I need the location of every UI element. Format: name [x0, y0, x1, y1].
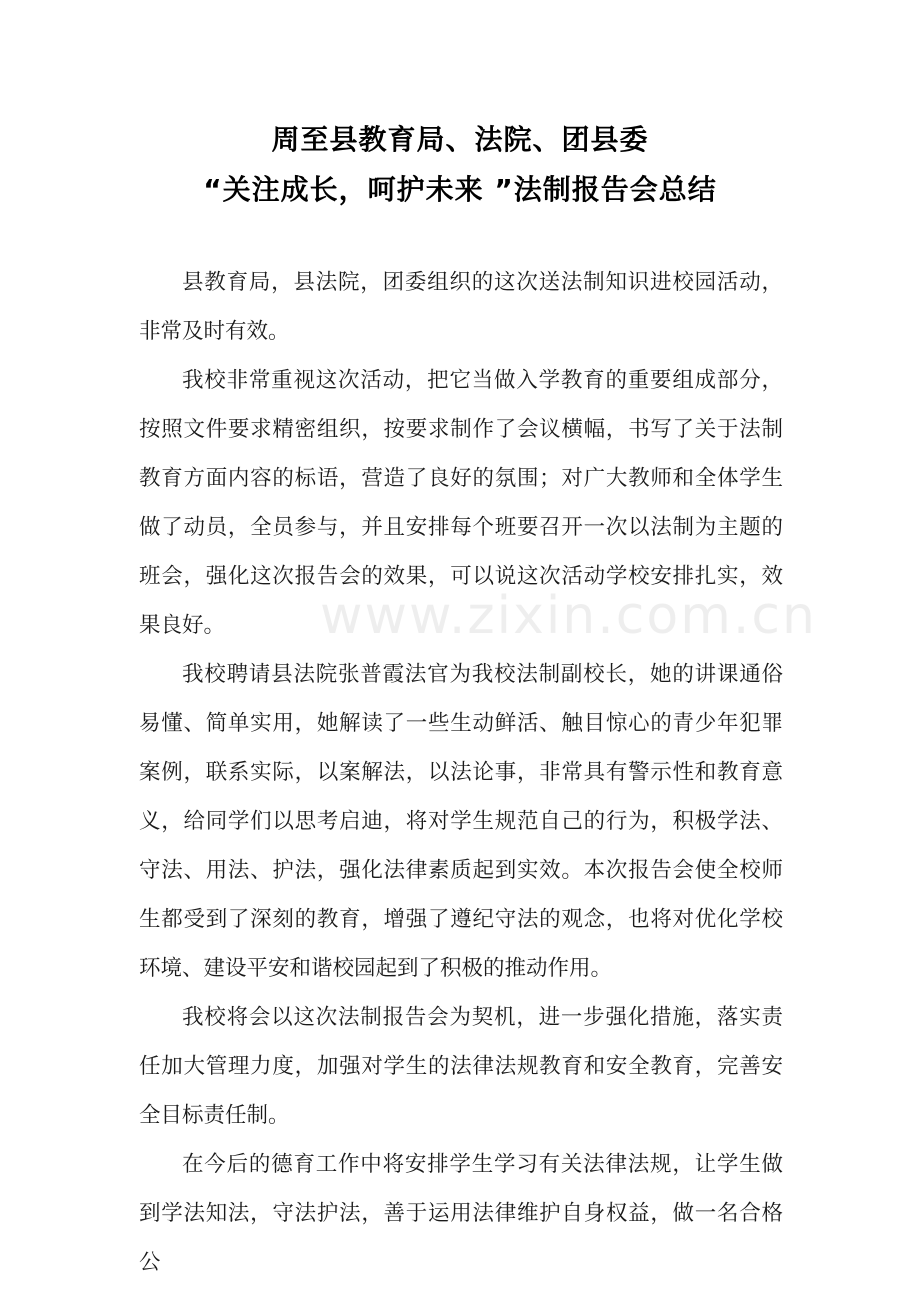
paragraph-4: 我校将会以这次法制报告会为契机，进一步强化措施，落实责任加大管理力度，加强对学生的法律法规教育和安全教育，完善安全目标责任制。 — [139, 1005, 783, 1128]
paragraph-1: 县教育局，县法院，团委组织的这次送法制知识进校园活动，非常及时有效。 — [139, 270, 783, 344]
document-body — [139, 258, 783, 1287]
paragraph-5: 在今后的德育工作中将安排学生学习有关法律法规，让学生做到学法知法，守法护法，善于运用法律维护自身权益，做一名合格公 — [139, 1152, 783, 1275]
watermark: www.zixin.com.cn — [320, 586, 817, 646]
paragraph-2: 我校非常重视这次活动，把它当做入学教育的重要组成部分，按照文件要求精密组织，按要求制作了会议横幅，书写了关于法制教育方面内容的标语，营造了良好的氛围；对广大教师和全体学生做了动员，全员参与，并且安排每个班要召开一次以法制为主题的班会，强化这次报告会的效果，可以说这次活动学校安排扎实，效果良好。 — [139, 368, 783, 638]
paragraph-3: 我校聘请县法院张普霞法官为我校法制副校长，她的讲课通俗易懂、简单实用，她解读了一些生动鲜活、触目惊心的青少年犯罪案例，联系实际，以案解法，以法论事，非常具有警示性和教育意义，给同学们以思考启迪，将对学生规范自己的行为，积极学法、守法、用法、护法，强化法律素质起到实效。本次报告会使全校师生都受到了深刻的教育，增强了遵纪守法的观念，也将对优化学校环境、建设平安和谐校园起到了积极的推动作用。 — [139, 662, 783, 981]
document-title-line-1: 周至县教育局、法院、团县委 — [271, 123, 649, 156]
document-title-line-2: “关注成长，呵护未来 ”法制报告会总结 — [203, 173, 717, 206]
